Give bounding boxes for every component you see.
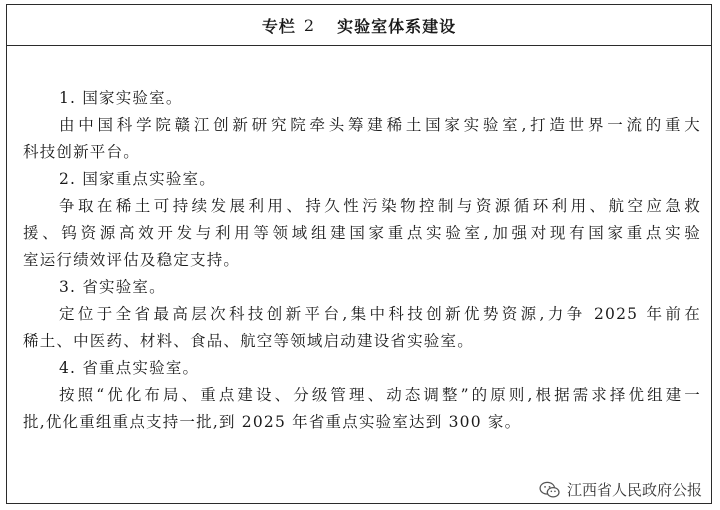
section-heading-2: 2. 国家重点实验室。 [59, 170, 216, 188]
section-heading-1: 1. 国家实验室。 [59, 89, 183, 107]
column-box [6, 4, 712, 504]
section-3-line-2: 稀土、中医药、材料、食品、航空等领域启动建设省实验室。 [23, 332, 474, 350]
section-4-line-1: 按照“优化布局、重点建设、分级管理、动态调整”的原则,根据需求择优组建一 [59, 386, 701, 404]
column-content [7, 45, 711, 503]
column-title-bar [7, 5, 711, 46]
section-3-line-1: 定位于全省最高层次科技创新平台,集中科技创新优势资源,力争 2025 年前在 [59, 305, 701, 323]
section-2-line-2: 援、钨资源高效开发与利用等领域组建国家重点实验室,加强对现有国家重点实验 [23, 224, 701, 242]
column-number: 2 [303, 15, 316, 35]
column-label: 专栏 [261, 16, 296, 36]
section-heading-3: 3. 省实验室。 [59, 278, 166, 296]
watermark-text: 江西省人民政府公报 [566, 481, 702, 499]
section-heading-4: 4. 省重点实验室。 [59, 359, 200, 377]
section-2-line-3: 室运行绩效评估及稳定支持。 [23, 251, 241, 269]
wechat-icon [539, 481, 561, 499]
section-4-line-2: 批,优化重组重点支持一批,到 2025 年省重点实验室达到 300 家。 [23, 413, 522, 431]
watermark [539, 479, 702, 500]
column-title: 实验室体系建设 [337, 16, 457, 36]
section-1-line-1: 由中国科学院赣江创新研究院牵头筹建稀土国家实验室,打造世界一流的重大 [59, 116, 701, 134]
section-2-line-1: 争取在稀土可持续发展利用、持久性污染物控制与资源循环利用、航空应急救 [59, 197, 701, 215]
section-1-line-2: 科技创新平台。 [23, 143, 140, 161]
